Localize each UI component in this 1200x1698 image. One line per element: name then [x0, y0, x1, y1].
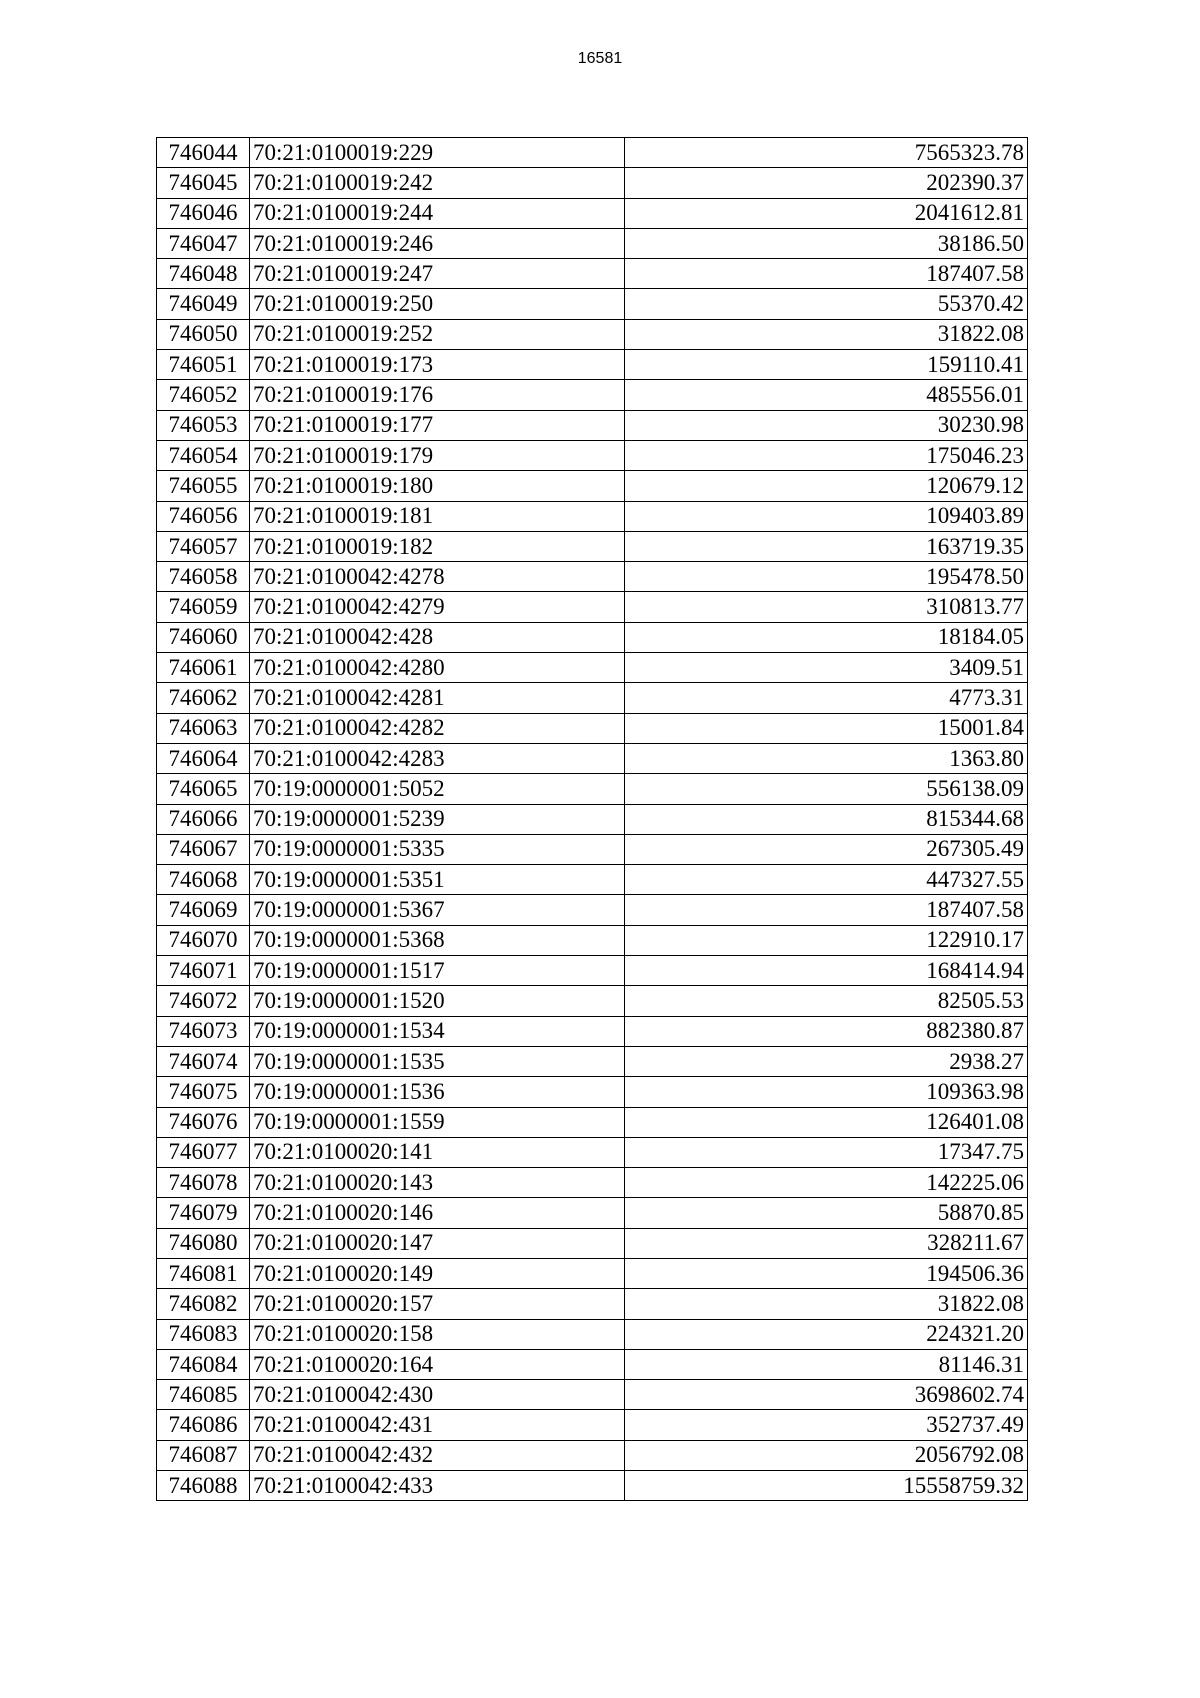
cadastral-number-cell: 70:21:0100042:4283	[250, 743, 625, 773]
table-row	[157, 1137, 1028, 1167]
table-row	[157, 713, 1028, 743]
cadastral-value-cell: 310813.77	[625, 592, 1028, 622]
table-row	[157, 986, 1028, 1016]
row-number-cell: 746069	[157, 895, 250, 925]
row-number-cell: 746064	[157, 743, 250, 773]
cadastral-number-cell: 70:19:0000001:1535	[250, 1046, 625, 1076]
row-number-cell: 746070	[157, 925, 250, 955]
row-number-cell: 746046	[157, 198, 250, 228]
row-number-cell: 746078	[157, 1168, 250, 1198]
table-row	[157, 1471, 1028, 1501]
row-number-cell: 746044	[157, 138, 250, 168]
row-number-cell: 746076	[157, 1107, 250, 1137]
cadastral-number-cell: 70:21:0100042:428	[250, 622, 625, 652]
cadastral-number-cell: 70:21:0100019:246	[250, 228, 625, 258]
row-number-cell: 746085	[157, 1380, 250, 1410]
table-row	[157, 1440, 1028, 1470]
table-row	[157, 804, 1028, 834]
row-number-cell: 746061	[157, 653, 250, 683]
cadastral-value-cell: 202390.37	[625, 168, 1028, 198]
cadastral-value-cell: 109363.98	[625, 1077, 1028, 1107]
cadastral-number-cell: 70:21:0100042:4278	[250, 562, 625, 592]
cadastral-number-cell: 70:21:0100020:164	[250, 1349, 625, 1379]
table-row	[157, 1198, 1028, 1228]
row-number-cell: 746087	[157, 1440, 250, 1470]
cadastral-value-cell: 142225.06	[625, 1168, 1028, 1198]
table-row	[157, 865, 1028, 895]
cadastral-value-cell: 38186.50	[625, 228, 1028, 258]
cadastral-value-cell: 1363.80	[625, 743, 1028, 773]
row-number-cell: 746086	[157, 1410, 250, 1440]
cadastral-number-cell: 70:21:0100019:247	[250, 259, 625, 289]
cadastral-value-cell: 882380.87	[625, 1016, 1028, 1046]
row-number-cell: 746050	[157, 319, 250, 349]
table-row	[157, 1319, 1028, 1349]
cadastral-number-cell: 70:21:0100042:4279	[250, 592, 625, 622]
table-row	[157, 774, 1028, 804]
row-number-cell: 746057	[157, 531, 250, 561]
cadastral-number-cell: 70:19:0000001:1517	[250, 956, 625, 986]
row-number-cell: 746084	[157, 1349, 250, 1379]
cadastral-value-cell: 187407.58	[625, 895, 1028, 925]
cadastral-number-cell: 70:21:0100042:431	[250, 1410, 625, 1440]
row-number-cell: 746047	[157, 228, 250, 258]
table-row	[157, 440, 1028, 470]
table-row	[157, 259, 1028, 289]
row-number-cell: 746062	[157, 683, 250, 713]
cadastral-value-cell: 328211.67	[625, 1228, 1028, 1258]
row-number-cell: 746077	[157, 1137, 250, 1167]
cadastral-value-cell: 81146.31	[625, 1349, 1028, 1379]
table-row	[157, 653, 1028, 683]
cadastral-value-cell: 15001.84	[625, 713, 1028, 743]
cadastral-value-cell: 187407.58	[625, 259, 1028, 289]
cadastral-number-cell: 70:19:0000001:5367	[250, 895, 625, 925]
row-number-cell: 746055	[157, 471, 250, 501]
table-row	[157, 350, 1028, 380]
table-row	[157, 501, 1028, 531]
table-row	[157, 1289, 1028, 1319]
row-number-cell: 746079	[157, 1198, 250, 1228]
row-number-cell: 746065	[157, 774, 250, 804]
cadastral-number-cell: 70:21:0100019:250	[250, 289, 625, 319]
cadastral-number-cell: 70:21:0100019:244	[250, 198, 625, 228]
row-number-cell: 746048	[157, 259, 250, 289]
table-row	[157, 1228, 1028, 1258]
cadastral-value-cell: 30230.98	[625, 410, 1028, 440]
row-number-cell: 746088	[157, 1471, 250, 1501]
cadastral-value-cell: 31822.08	[625, 1289, 1028, 1319]
cadastral-value-cell: 7565323.78	[625, 138, 1028, 168]
table-row	[157, 319, 1028, 349]
cadastral-value-cell: 4773.31	[625, 683, 1028, 713]
row-number-cell: 746063	[157, 713, 250, 743]
row-number-cell: 746045	[157, 168, 250, 198]
cadastral-number-cell: 70:21:0100042:433	[250, 1471, 625, 1501]
table-row	[157, 1380, 1028, 1410]
cadastral-value-cell: 2041612.81	[625, 198, 1028, 228]
cadastral-number-cell: 70:21:0100019:173	[250, 350, 625, 380]
cadastral-number-cell: 70:21:0100019:252	[250, 319, 625, 349]
row-number-cell: 746068	[157, 865, 250, 895]
cadastral-value-cell: 194506.36	[625, 1258, 1028, 1288]
cadastral-number-cell: 70:21:0100042:432	[250, 1440, 625, 1470]
cadastral-value-cell: 168414.94	[625, 956, 1028, 986]
cadastral-number-cell: 70:21:0100019:242	[250, 168, 625, 198]
table-row	[157, 1258, 1028, 1288]
row-number-cell: 746051	[157, 350, 250, 380]
cadastral-number-cell: 70:21:0100042:4281	[250, 683, 625, 713]
cadastral-value-cell: 126401.08	[625, 1107, 1028, 1137]
cadastral-value-cell: 109403.89	[625, 501, 1028, 531]
table-row	[157, 1046, 1028, 1076]
cadastral-number-cell: 70:19:0000001:1559	[250, 1107, 625, 1137]
cadastral-value-cell: 122910.17	[625, 925, 1028, 955]
cadastral-number-cell: 70:19:0000001:5052	[250, 774, 625, 804]
cadastral-number-cell: 70:19:0000001:1536	[250, 1077, 625, 1107]
cadastral-number-cell: 70:21:0100042:4280	[250, 653, 625, 683]
cadastral-value-cell: 17347.75	[625, 1137, 1028, 1167]
cadastral-value-cell: 18184.05	[625, 622, 1028, 652]
table-row	[157, 168, 1028, 198]
cadastral-value-cell: 15558759.32	[625, 1471, 1028, 1501]
cadastral-number-cell: 70:21:0100042:430	[250, 1380, 625, 1410]
row-number-cell: 746071	[157, 956, 250, 986]
cadastral-value-cell: 82505.53	[625, 986, 1028, 1016]
row-number-cell: 746083	[157, 1319, 250, 1349]
cadastral-value-cell: 815344.68	[625, 804, 1028, 834]
row-number-cell: 746073	[157, 1016, 250, 1046]
cadastral-number-cell: 70:21:0100019:182	[250, 531, 625, 561]
table-row	[157, 1107, 1028, 1137]
table-row	[157, 1349, 1028, 1379]
table-row	[157, 683, 1028, 713]
cadastral-value-cell: 2056792.08	[625, 1440, 1028, 1470]
table-row	[157, 289, 1028, 319]
table-row	[157, 410, 1028, 440]
table-row	[157, 1077, 1028, 1107]
registry-table-body	[157, 138, 1028, 1501]
cadastral-number-cell: 70:21:0100019:180	[250, 471, 625, 501]
cadastral-value-cell: 175046.23	[625, 440, 1028, 470]
cadastral-number-cell: 70:21:0100019:229	[250, 138, 625, 168]
row-number-cell: 746081	[157, 1258, 250, 1288]
row-number-cell: 746075	[157, 1077, 250, 1107]
cadastral-number-cell: 70:19:0000001:1520	[250, 986, 625, 1016]
cadastral-value-cell: 267305.49	[625, 834, 1028, 864]
cadastral-number-cell: 70:21:0100019:177	[250, 410, 625, 440]
row-number-cell: 746060	[157, 622, 250, 652]
cadastral-value-cell: 195478.50	[625, 562, 1028, 592]
cadastral-value-cell: 224321.20	[625, 1319, 1028, 1349]
registry-table	[156, 137, 1028, 1501]
row-number-cell: 746058	[157, 562, 250, 592]
row-number-cell: 746059	[157, 592, 250, 622]
table-row	[157, 895, 1028, 925]
table-row	[157, 228, 1028, 258]
cadastral-value-cell: 352737.49	[625, 1410, 1028, 1440]
row-number-cell: 746067	[157, 834, 250, 864]
table-row	[157, 743, 1028, 773]
cadastral-value-cell: 31822.08	[625, 319, 1028, 349]
table-row	[157, 956, 1028, 986]
cadastral-number-cell: 70:21:0100020:143	[250, 1168, 625, 1198]
cadastral-number-cell: 70:21:0100020:146	[250, 1198, 625, 1228]
cadastral-number-cell: 70:21:0100020:158	[250, 1319, 625, 1349]
table-row	[157, 531, 1028, 561]
row-number-cell: 746056	[157, 501, 250, 531]
cadastral-number-cell: 70:21:0100042:4282	[250, 713, 625, 743]
table-row	[157, 622, 1028, 652]
table-row	[157, 562, 1028, 592]
cadastral-number-cell: 70:21:0100020:157	[250, 1289, 625, 1319]
cadastral-value-cell: 556138.09	[625, 774, 1028, 804]
cadastral-number-cell: 70:21:0100019:181	[250, 501, 625, 531]
cadastral-value-cell: 163719.35	[625, 531, 1028, 561]
row-number-cell: 746082	[157, 1289, 250, 1319]
row-number-cell: 746074	[157, 1046, 250, 1076]
cadastral-value-cell: 485556.01	[625, 380, 1028, 410]
cadastral-number-cell: 70:19:0000001:1534	[250, 1016, 625, 1046]
table-row	[157, 138, 1028, 168]
table-row	[157, 198, 1028, 228]
row-number-cell: 746072	[157, 986, 250, 1016]
cadastral-number-cell: 70:19:0000001:5335	[250, 834, 625, 864]
row-number-cell: 746066	[157, 804, 250, 834]
table-row	[157, 834, 1028, 864]
cadastral-number-cell: 70:19:0000001:5239	[250, 804, 625, 834]
cadastral-number-cell: 70:21:0100019:176	[250, 380, 625, 410]
table-row	[157, 1410, 1028, 1440]
cadastral-number-cell: 70:19:0000001:5351	[250, 865, 625, 895]
table-row	[157, 1016, 1028, 1046]
row-number-cell: 746053	[157, 410, 250, 440]
cadastral-number-cell: 70:21:0100020:147	[250, 1228, 625, 1258]
cadastral-number-cell: 70:21:0100020:149	[250, 1258, 625, 1288]
row-number-cell: 746049	[157, 289, 250, 319]
cadastral-value-cell: 120679.12	[625, 471, 1028, 501]
cadastral-number-cell: 70:21:0100020:141	[250, 1137, 625, 1167]
cadastral-number-cell: 70:19:0000001:5368	[250, 925, 625, 955]
table-row	[157, 380, 1028, 410]
cadastral-value-cell: 3698602.74	[625, 1380, 1028, 1410]
cadastral-value-cell: 58870.85	[625, 1198, 1028, 1228]
table-row	[157, 471, 1028, 501]
cadastral-number-cell: 70:21:0100019:179	[250, 440, 625, 470]
cadastral-value-cell: 447327.55	[625, 865, 1028, 895]
table-row	[157, 592, 1028, 622]
table-row	[157, 925, 1028, 955]
cadastral-value-cell: 2938.27	[625, 1046, 1028, 1076]
row-number-cell: 746080	[157, 1228, 250, 1258]
cadastral-value-cell: 159110.41	[625, 350, 1028, 380]
table-row	[157, 1168, 1028, 1198]
cadastral-value-cell: 55370.42	[625, 289, 1028, 319]
row-number-cell: 746052	[157, 380, 250, 410]
page-number: 16581	[577, 50, 623, 67]
row-number-cell: 746054	[157, 440, 250, 470]
cadastral-value-cell: 3409.51	[625, 653, 1028, 683]
